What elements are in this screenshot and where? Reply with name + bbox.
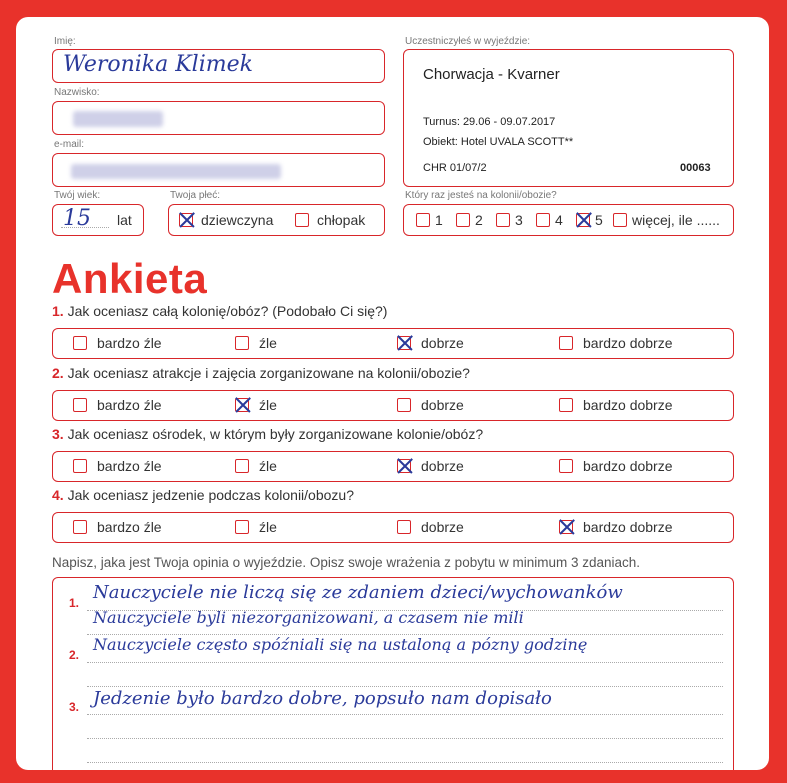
girl-checkbox[interactable] xyxy=(179,213,193,227)
answer-label: bardzo źle xyxy=(97,458,162,474)
name-value: Weronika Klimek xyxy=(63,52,253,77)
trip-code: CHR 01/07/2 xyxy=(423,162,487,174)
answer-checkbox[interactable] xyxy=(73,336,87,350)
answer-label: źle xyxy=(259,335,277,351)
gender-label: Twoja płeć: xyxy=(170,190,221,201)
answer-checkbox[interactable] xyxy=(73,459,87,473)
answer-label: bardzo źle xyxy=(97,335,162,351)
times-more-label: więcej, ile ...... xyxy=(632,212,720,228)
opinion-line xyxy=(87,686,723,687)
answer-row-2 xyxy=(52,390,734,421)
age-field[interactable] xyxy=(52,204,144,236)
trip-destination: Chorwacja - Kvarner xyxy=(423,66,560,83)
answer-checkbox[interactable] xyxy=(397,398,411,412)
answer-row-3 xyxy=(52,451,734,482)
opinion-line xyxy=(87,662,723,663)
question-number: 1. xyxy=(52,303,64,319)
opinion-line xyxy=(87,762,723,763)
answer-checkbox[interactable] xyxy=(559,398,573,412)
answer-label: bardzo dobrze xyxy=(583,519,673,535)
trip-number: 00063 xyxy=(680,162,711,174)
surname-field[interactable] xyxy=(52,101,385,135)
question-text: Jak oceniasz atrakcje i zajęcia zorganizowane na kolonii/obozie? xyxy=(67,365,470,381)
opinion-num-1: 1. xyxy=(69,596,80,610)
answer-label: źle xyxy=(259,458,277,474)
answer-checkbox[interactable] xyxy=(559,336,573,350)
boy-label: chłopak xyxy=(317,212,366,228)
answer-label: źle xyxy=(259,519,277,535)
question-number: 2. xyxy=(52,365,64,381)
answer-checkbox[interactable] xyxy=(559,459,573,473)
answer-label: dobrze xyxy=(421,519,464,535)
answer-label: dobrze xyxy=(421,397,464,413)
answer-label: bardzo dobrze xyxy=(583,458,673,474)
answer-label: źle xyxy=(259,397,277,413)
boy-checkbox[interactable] xyxy=(295,213,309,227)
age-dotted-line xyxy=(61,227,109,228)
participant-label: Uczestniczyłeś w wyjeździe: xyxy=(405,36,531,47)
answer-checkbox[interactable] xyxy=(235,520,249,534)
times-5-label: 5 xyxy=(595,212,603,228)
age-unit: lat xyxy=(117,212,132,228)
times-3-checkbox[interactable] xyxy=(496,213,510,227)
times-label: Który raz jesteś na kolonii/obozie? xyxy=(405,190,557,201)
answer-checkbox[interactable] xyxy=(397,520,411,534)
survey-title: Ankieta xyxy=(52,255,208,302)
answer-label: dobrze xyxy=(421,458,464,474)
answer-checkbox[interactable] xyxy=(235,336,249,350)
question-2 xyxy=(52,365,470,381)
answer-checkbox[interactable] xyxy=(235,398,249,412)
times-5-checkbox[interactable] xyxy=(576,213,590,227)
survey-form xyxy=(16,17,769,770)
answer-label: bardzo dobrze xyxy=(583,397,673,413)
answer-row-4 xyxy=(52,512,734,543)
surname-label: Nazwisko: xyxy=(54,87,100,98)
answer-checkbox[interactable] xyxy=(559,520,573,534)
answer-label: dobrze xyxy=(421,335,464,351)
opinion-prompt: Napisz, jaka jest Twoja opinia o wyjeździe. Opisz swoje wrażenia z pobytu w minimum 3 zdaniach. xyxy=(52,555,641,570)
trip-turnus: Turnus: 29.06 - 09.07.2017 xyxy=(423,116,556,128)
answer-checkbox[interactable] xyxy=(73,398,87,412)
times-more-checkbox[interactable] xyxy=(613,213,627,227)
girl-label: dziewczyna xyxy=(201,212,274,228)
question-3 xyxy=(52,426,483,442)
email-field[interactable] xyxy=(52,153,385,187)
opinion-line xyxy=(87,714,723,715)
opinion-line xyxy=(87,738,723,739)
opinion-text-4: Jedzenie było bardzo dobre, popsuło nam dopisało xyxy=(93,688,552,709)
times-1-checkbox[interactable] xyxy=(416,213,430,227)
opinion-text-2: Nauczyciele byli niezorganizowani, a czasem nie mili xyxy=(93,608,524,627)
email-label: e-mail: xyxy=(54,139,85,150)
question-text: Jak oceniasz ośrodek, w którym były zorganizowane kolonie/obóz? xyxy=(67,426,484,442)
question-text: Jak oceniasz całą kolonię/obóz? (Podobało Ci się?) xyxy=(67,303,388,319)
gender-field xyxy=(168,204,385,236)
age-label: Twój wiek: xyxy=(54,190,101,201)
question-number: 4. xyxy=(52,487,64,503)
times-2-checkbox[interactable] xyxy=(456,213,470,227)
times-4-checkbox[interactable] xyxy=(536,213,550,227)
times-1-label: 1 xyxy=(435,212,443,228)
name-field[interactable] xyxy=(52,49,385,83)
name-label: Imię: xyxy=(54,36,76,47)
times-field xyxy=(403,204,734,236)
answer-label: bardzo źle xyxy=(97,519,162,535)
times-2-label: 2 xyxy=(475,212,483,228)
trip-info-box xyxy=(403,49,734,187)
answer-label: bardzo źle xyxy=(97,397,162,413)
redacted-surname xyxy=(73,111,163,127)
times-3-label: 3 xyxy=(515,212,523,228)
opinion-box[interactable] xyxy=(52,577,734,770)
answer-checkbox[interactable] xyxy=(397,336,411,350)
question-text: Jak oceniasz jedzenie podczas kolonii/obozu? xyxy=(67,487,354,503)
answer-checkbox[interactable] xyxy=(73,520,87,534)
question-1 xyxy=(52,303,387,319)
opinion-text-3: Nauczyciele często spóźniali się na ustaloną a pózny godzinę xyxy=(93,635,588,654)
opinion-num-3: 3. xyxy=(69,700,80,714)
question-4 xyxy=(52,487,354,503)
answer-checkbox[interactable] xyxy=(235,459,249,473)
opinion-text-1: Nauczyciele nie liczą się ze zdaniem dzieci/wychowanków xyxy=(93,582,623,603)
age-value: 15 xyxy=(63,206,91,231)
answer-row-1 xyxy=(52,328,734,359)
opinion-num-2: 2. xyxy=(69,648,80,662)
answer-label: bardzo dobrze xyxy=(583,335,673,351)
redacted-email xyxy=(71,164,281,179)
answer-checkbox[interactable] xyxy=(397,459,411,473)
times-4-label: 4 xyxy=(555,212,563,228)
question-number: 3. xyxy=(52,426,64,442)
trip-object: Obiekt: Hotel UVALA SCOTT** xyxy=(423,136,574,148)
